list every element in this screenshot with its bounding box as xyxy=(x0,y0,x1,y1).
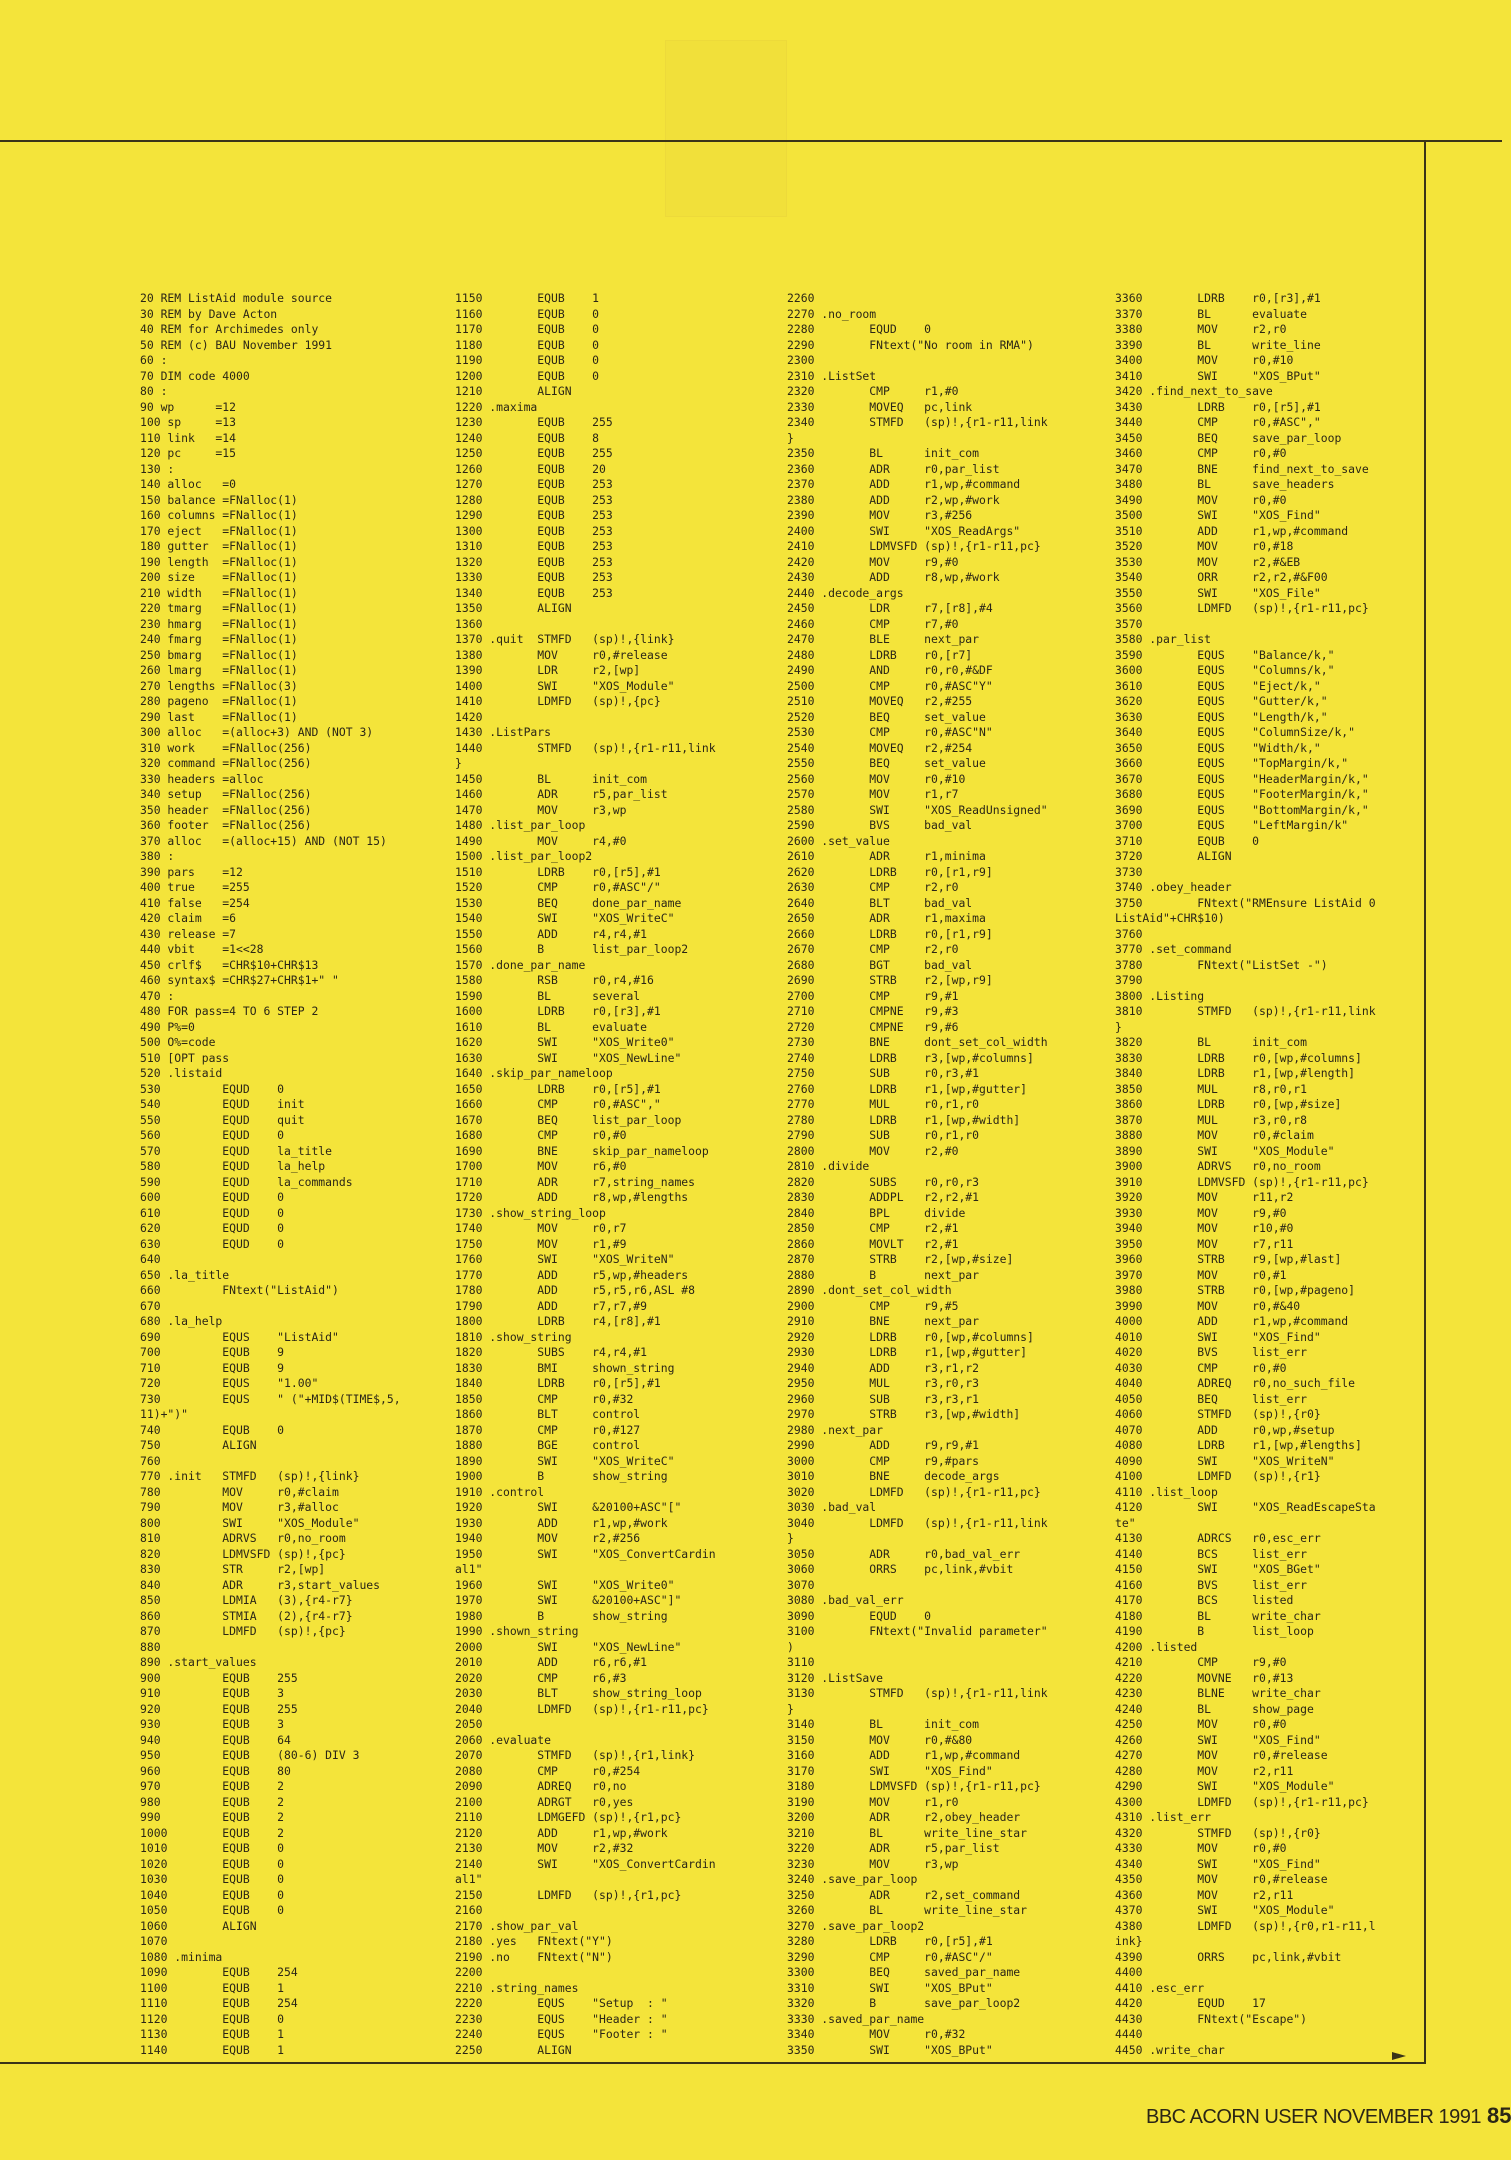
listing-column-2: 1150 EQUB 1 1160 EQUB 0 1170 EQUB 0 1180 EQUB 0 1190 EQUB 0 1200 EQUB 0 1210 ALIGN 1220 .maxima 1230 EQUB 255 1240 EQUB 8 1250 EQUB 255 1260 EQUB 20 1270 EQUB 253 1280 EQUB 253 1290 EQUB 253 1300 EQUB 253 1310 EQUB 253 1320 EQUB 253 1330 EQUB 253 1340 EQUB 253 1350 ALIGN 1360 1370 .quit STMFD (sp)!,{link} 1380 MOV r0,#release 1390 LDR r2,[wp] 1400 SWI "XOS_Module" 1410 LDMFD (sp)!,{pc} 1420 1430 .ListPars 1440 STMFD (sp)!,{r1-r11,link } 1450 BL init_com 1460 ADR r5,par_list 1470 MOV r3,wp 1480 .list_par_loop 1490 MOV r4,#0 1500 .list_par_loop2 1510 LDRB r0,[r5],#1 1520 CMP r0,#ASC"/" 1530 BEQ done_par_name 1540 SWI "XOS_WriteC" 1550 ADD r4,r4,#1 1560 B list_par_loop2 1570 .done_par_name 1580 RSB r0,r4,#16 1590 BL several 1600 LDRB r0,[r3],#1 1610 BL evaluate 1620 SWI "XOS_Write0" 1630 SWI "XOS_NewLine" 1640 .skip_par_nameloop 1650 LDRB r0,[r5],#1 1660 CMP r0,#ASC"," 1670 BEQ list_par_loop 1680 CMP r0,#0 1690 BNE skip_par_nameloop 1700 MOV r6,#0 1710 ADR r7,string_names 1720 ADD r8,wp,#lengths 1730 .show_string_loop 1740 MOV r0,r7 1750 MOV r1,#9 1760 SWI "XOS_WriteN" 1770 ADD r5,wp,#headers 1780 ADD r5,r5,r6,ASL #8 1790 ADD r7,r7,#9 1800 LDRB r4,[r8],#1 1810 .show_string 1820 SUBS r4,r4,#1 1830 BMI shown_string 1840 LDRB r0,[r5],#1 1850 CMP r0,#32 1860 BLT control 1870 CMP r0,#127 1880 BGE control 1890 SWI "XOS_WriteC" 1900 B show_string 1910 .control 1920 SWI &20100+ASC"[" 1930 ADD r1,wp,#work 1940 MOV r2,#256 1950 SWI "XOS_ConvertCardin al1" 1960 SWI "XOS_Write0" 1970 SWI &20100+ASC"]" 1980 B show_string 1990 .shown_string 2000 SWI "XOS_NewLine" 2010 ADD r6,r6,#1 2020 CMP r6,#3 2030 BLT show_string_loop 2040 LDMFD (sp)!,{r1-r11,pc} 2050 2060 .evaluate 2070 STMFD (sp)!,{r1,link} 2080 CMP r0,#254 2090 ADREQ r0,no 2100 ADRGT r0,yes 2110 LDMGEFD (sp)!,{r1,pc} 2120 ADD r1,wp,#work 2130 MOV r2,#32 2140 SWI "XOS_ConvertCardin al1" 2150 LDMFD (sp)!,{r1,pc} 2160 2170 .show_par_val 2180 .yes FNtext("Y") 2190 .no FNtext("N") 2200 2210 .string_names 2220 EQUS "Setup : " 2230 EQUS "Header : " 2240 EQUS "Footer : " 2250 ALIGN xyxy=(455,291,716,2057)
magazine-issue-label: BBC ACORN USER NOVEMBER 1991 xyxy=(1146,2106,1481,2128)
listing-column-4: 3360 LDRB r0,[r3],#1 3370 BL evaluate 3380 MOV r2,r0 3390 BL write_line 3400 MOV r0,#10 3410 SWI "XOS_BPut" 3420 .find_next_to_save 3430 LDRB r0,[r5],#1 3440 CMP r0,#ASC"," 3450 BEQ save_par_loop 3460 CMP r0,#0 3470 BNE find_next_to_save 3480 BL save_headers 3490 MOV r0,#0 3500 SWI "XOS_Find" 3510 ADD r1,wp,#command 3520 MOV r0,#18 3530 MOV r2,#&EB 3540 ORR r2,r2,#&F00 3550 SWI "XOS_File" 3560 LDMFD (sp)!,{r1-r11,pc} 3570 3580 .par_list 3590 EQUS "Balance/k," 3600 EQUS "Columns/k," 3610 EQUS "Eject/k," 3620 EQUS "Gutter/k," 3630 EQUS "Length/k," 3640 EQUS "ColumnSize/k," 3650 EQUS "Width/k," 3660 EQUS "TopMargin/k," 3670 EQUS "HeaderMargin/k," 3680 EQUS "FooterMargin/k," 3690 EQUS "BottomMargin/k," 3700 EQUS "LeftMargin/k" 3710 EQUB 0 3720 ALIGN 3730 3740 .obey_header 3750 FNtext("RMEnsure ListAid 0 ListAid"+CHR$10) 3760 3770 .set_command 3780 FNtext("ListSet -") 3790 3800 .Listing 3810 STMFD (sp)!,{r1-r11,link } 3820 BL init_com 3830 LDRB r0,[wp,#columns] 3840 LDRB r1,[wp,#length] 3850 MUL r8,r0,r1 3860 LDRB r0,[wp,#size] 3870 MUL r3,r0,r8 3880 MOV r0,#claim 3890 SWI "XOS_Module" 3900 ADRVS r0,no_room 3910 LDMVSFD (sp)!,{r1-r11,pc} 3920 MOV r11,r2 3930 MOV r9,#0 3940 MOV r10,#0 3950 MOV r7,r11 3960 STRB r9,[wp,#last] 3970 MOV r0,#1 3980 STRB r0,[wp,#pageno] 3990 MOV r0,#&40 4000 ADD r1,wp,#command 4010 SWI "XOS_Find" 4020 BVS list_err 4030 CMP r0,#0 4040 ADREQ r0,no_such_file 4050 BEQ list_err 4060 STMFD (sp)!,{r0} 4070 ADD r0,wp,#setup 4080 LDRB r1,[wp,#lengths] 4090 SWI "XOS_WriteN" 4100 LDMFD (sp)!,{r1} 4110 .list_loop 4120 SWI "XOS_ReadEscapeSta te" 4130 ADRCS r0,esc_err 4140 BCS list_err 4150 SWI "XOS_BGet" 4160 BVS list_err 4170 BCS listed 4180 BL write_char 4190 B list_loop 4200 .listed 4210 CMP r9,#0 4220 MOVNE r0,#13 4230 BLNE write_char 4240 BL show_page 4250 MOV r0,#0 4260 SWI "XOS_Find" 4270 MOV r0,#release 4280 MOV r2,r11 4290 SWI "XOS_Module" 4300 LDMFD (sp)!,{r1-r11,pc} 4310 .list_err 4320 STMFD (sp)!,{r0} 4330 MOV r0,#0 4340 SWI "XOS_Find" 4350 MOV r0,#release 4360 MOV r2,r11 4370 SWI "XOS_Module" 4380 LDMFD (sp)!,{r0,r1-r11,l ink} 4390 ORRS pc,link,#vbit 4400 4410 .esc_err 4420 EQUD 17 4430 FNtext("Escape") 4440 4450 .write_char xyxy=(1115,291,1376,2057)
listing-column-1: 20 REM ListAid module source 30 REM by Dave Acton 40 REM for Archimedes only 50 REM (c) BAU November 1991 60 : 70 DIM code 4000 80 : 90 wp =12 100 sp =13 110 link =14 120 pc =15 130 : 140 alloc =0 150 balance =FNalloc(1) 160 columns =FNalloc(1) 170 eject =FNalloc(1) 180 gutter =FNalloc(1) 190 length =FNalloc(1) 200 size =FNalloc(1) 210 width =FNalloc(1) 220 tmarg =FNalloc(1) 230 hmarg =FNalloc(1) 240 fmarg =FNalloc(1) 250 bmarg =FNalloc(1) 260 lmarg =FNalloc(1) 270 lengths =FNalloc(3) 280 pageno =FNalloc(1) 290 last =FNalloc(1) 300 alloc =(alloc+3) AND (NOT 3) 310 work =FNalloc(256) 320 command =FNalloc(256) 330 headers =alloc 340 setup =FNalloc(256) 350 header =FNalloc(256) 360 footer =FNalloc(256) 370 alloc =(alloc+15) AND (NOT 15) 380 : 390 pars =12 400 true =255 410 false =254 420 claim =6 430 release =7 440 vbit =1<<28 450 crlf$ =CHR$10+CHR$13 460 syntax$ =CHR$27+CHR$1+" " 470 : 480 FOR pass=4 TO 6 STEP 2 490 P%=0 500 O%=code 510 [OPT pass 520 .listaid 530 EQUD 0 540 EQUD init 550 EQUD quit 560 EQUD 0 570 EQUD la_title 580 EQUD la_help 590 EQUD la_commands 600 EQUD 0 610 EQUD 0 620 EQUD 0 630 EQUD 0 640 650 .la_title 660 FNtext("ListAid") 670 680 .la_help 690 EQUS "ListAid" 700 EQUB 9 710 EQUB 9 720 EQUS "1.00" 730 EQUS " ("+MID$(TIME$,5, 11)+")" 740 EQUB 0 750 ALIGN 760 770 .init STMFD (sp)!,{link} 780 MOV r0,#claim 790 MOV r3,#alloc 800 SWI "XOS_Module" 810 ADRVS r0,no_room 820 LDMVSFD (sp)!,{pc} 830 STR r2,[wp] 840 ADR r3,start_values 850 LDMIA (3),{r4-r7} 860 STMIA (2),{r4-r7} 870 LDMFD (sp)!,{pc} 880 890 .start_values 900 EQUB 255 910 EQUB 3 920 EQUB 255 930 EQUB 3 940 EQUB 64 950 EQUB (80-6) DIV 3 960 EQUB 80 970 EQUB 2 980 EQUB 2 990 EQUB 2 1000 EQUB 2 1010 EQUB 0 1020 EQUB 0 1030 EQUB 0 1040 EQUB 0 1050 EQUB 0 1060 ALIGN 1070 1080 .minima 1090 EQUB 254 1100 EQUB 1 1110 EQUB 254 1120 EQUB 0 1130 EQUB 1 1140 EQUB 1 xyxy=(140,291,401,2057)
page-number: 85 xyxy=(1487,2103,1511,2128)
listing-column-3: 2260 2270 .no_room 2280 EQUD 0 2290 FNtext("No room in RMA") 2300 2310 .ListSet 2320 CMP r1,#0 2330 MOVEQ pc,link 2340 STMFD (sp)!,{r1-r11,link } 2350 BL init_com 2360 ADR r0,par_list 2370 ADD r1,wp,#command 2380 ADD r2,wp,#work 2390 MOV r3,#256 2400 SWI "XOS_ReadArgs" 2410 LDMVSFD (sp)!,{r1-r11,pc} 2420 MOV r9,#0 2430 ADD r8,wp,#work 2440 .decode_args 2450 LDR r7,[r8],#4 2460 CMP r7,#0 2470 BLE next_par 2480 LDRB r0,[r7] 2490 AND r0,r0,#&DF 2500 CMP r0,#ASC"Y" 2510 MOVEQ r2,#255 2520 BEQ set_value 2530 CMP r0,#ASC"N" 2540 MOVEQ r2,#254 2550 BEQ set_value 2560 MOV r0,#10 2570 MOV r1,r7 2580 SWI "XOS_ReadUnsigned" 2590 BVS bad_val 2600 .set_value 2610 ADR r1,minima 2620 LDRB r0,[r1,r9] 2630 CMP r2,r0 2640 BLT bad_val 2650 ADR r1,maxima 2660 LDRB r0,[r1,r9] 2670 CMP r2,r0 2680 BGT bad_val 2690 STRB r2,[wp,r9] 2700 CMP r9,#1 2710 CMPNE r9,#3 2720 CMPNE r9,#6 2730 BNE dont_set_col_width 2740 LDRB r3,[wp,#columns] 2750 SUB r0,r3,#1 2760 LDRB r1,[wp,#gutter] 2770 MUL r0,r1,r0 2780 LDRB r1,[wp,#width] 2790 SUB r0,r1,r0 2800 MOV r2,#0 2810 .divide 2820 SUBS r0,r0,r3 2830 ADDPL r2,r2,#1 2840 BPL divide 2850 CMP r2,#1 2860 MOVLT r2,#1 2870 STRB r2,[wp,#size] 2880 B next_par 2890 .dont_set_col_width 2900 CMP r9,#5 2910 BNE next_par 2920 LDRB r0,[wp,#columns] 2930 LDRB r1,[wp,#gutter] 2940 ADD r3,r1,r2 2950 MUL r3,r0,r3 2960 SUB r3,r3,r1 2970 STRB r3,[wp,#width] 2980 .next_par 2990 ADD r9,r9,#1 3000 CMP r9,#pars 3010 BNE decode_args 3020 LDMFD (sp)!,{r1-r11,pc} 3030 .bad_val 3040 LDMFD (sp)!,{r1-r11,link } 3050 ADR r0,bad_val_err 3060 ORRS pc,link,#vbit 3070 3080 .bad_val_err 3090 EQUD 0 3100 FNtext("Invalid parameter" ) 3110 3120 .ListSave 3130 STMFD (sp)!,{r1-r11,link } 3140 BL init_com 3150 MOV r0,#&80 3160 ADD r1,wp,#command 3170 SWI "XOS_Find" 3180 LDMVSFD (sp)!,{r1-r11,pc} 3190 MOV r1,r0 3200 ADR r2,obey_header 3210 BL write_line_star 3220 ADR r5,par_list 3230 MOV r3,wp 3240 .save_par_loop 3250 ADR r2,set_command 3260 BL write_line_star 3270 .save_par_loop2 3280 LDRB r0,[r5],#1 3290 CMP r0,#ASC"/" 3300 BEQ saved_par_name 3310 SWI "XOS_BPut" 3320 B save_par_loop2 3330 .saved_par_name 3340 MOV r0,#32 3350 SWI "XOS_BPut" xyxy=(787,291,1048,2057)
page-footer xyxy=(1146,2103,1511,2129)
